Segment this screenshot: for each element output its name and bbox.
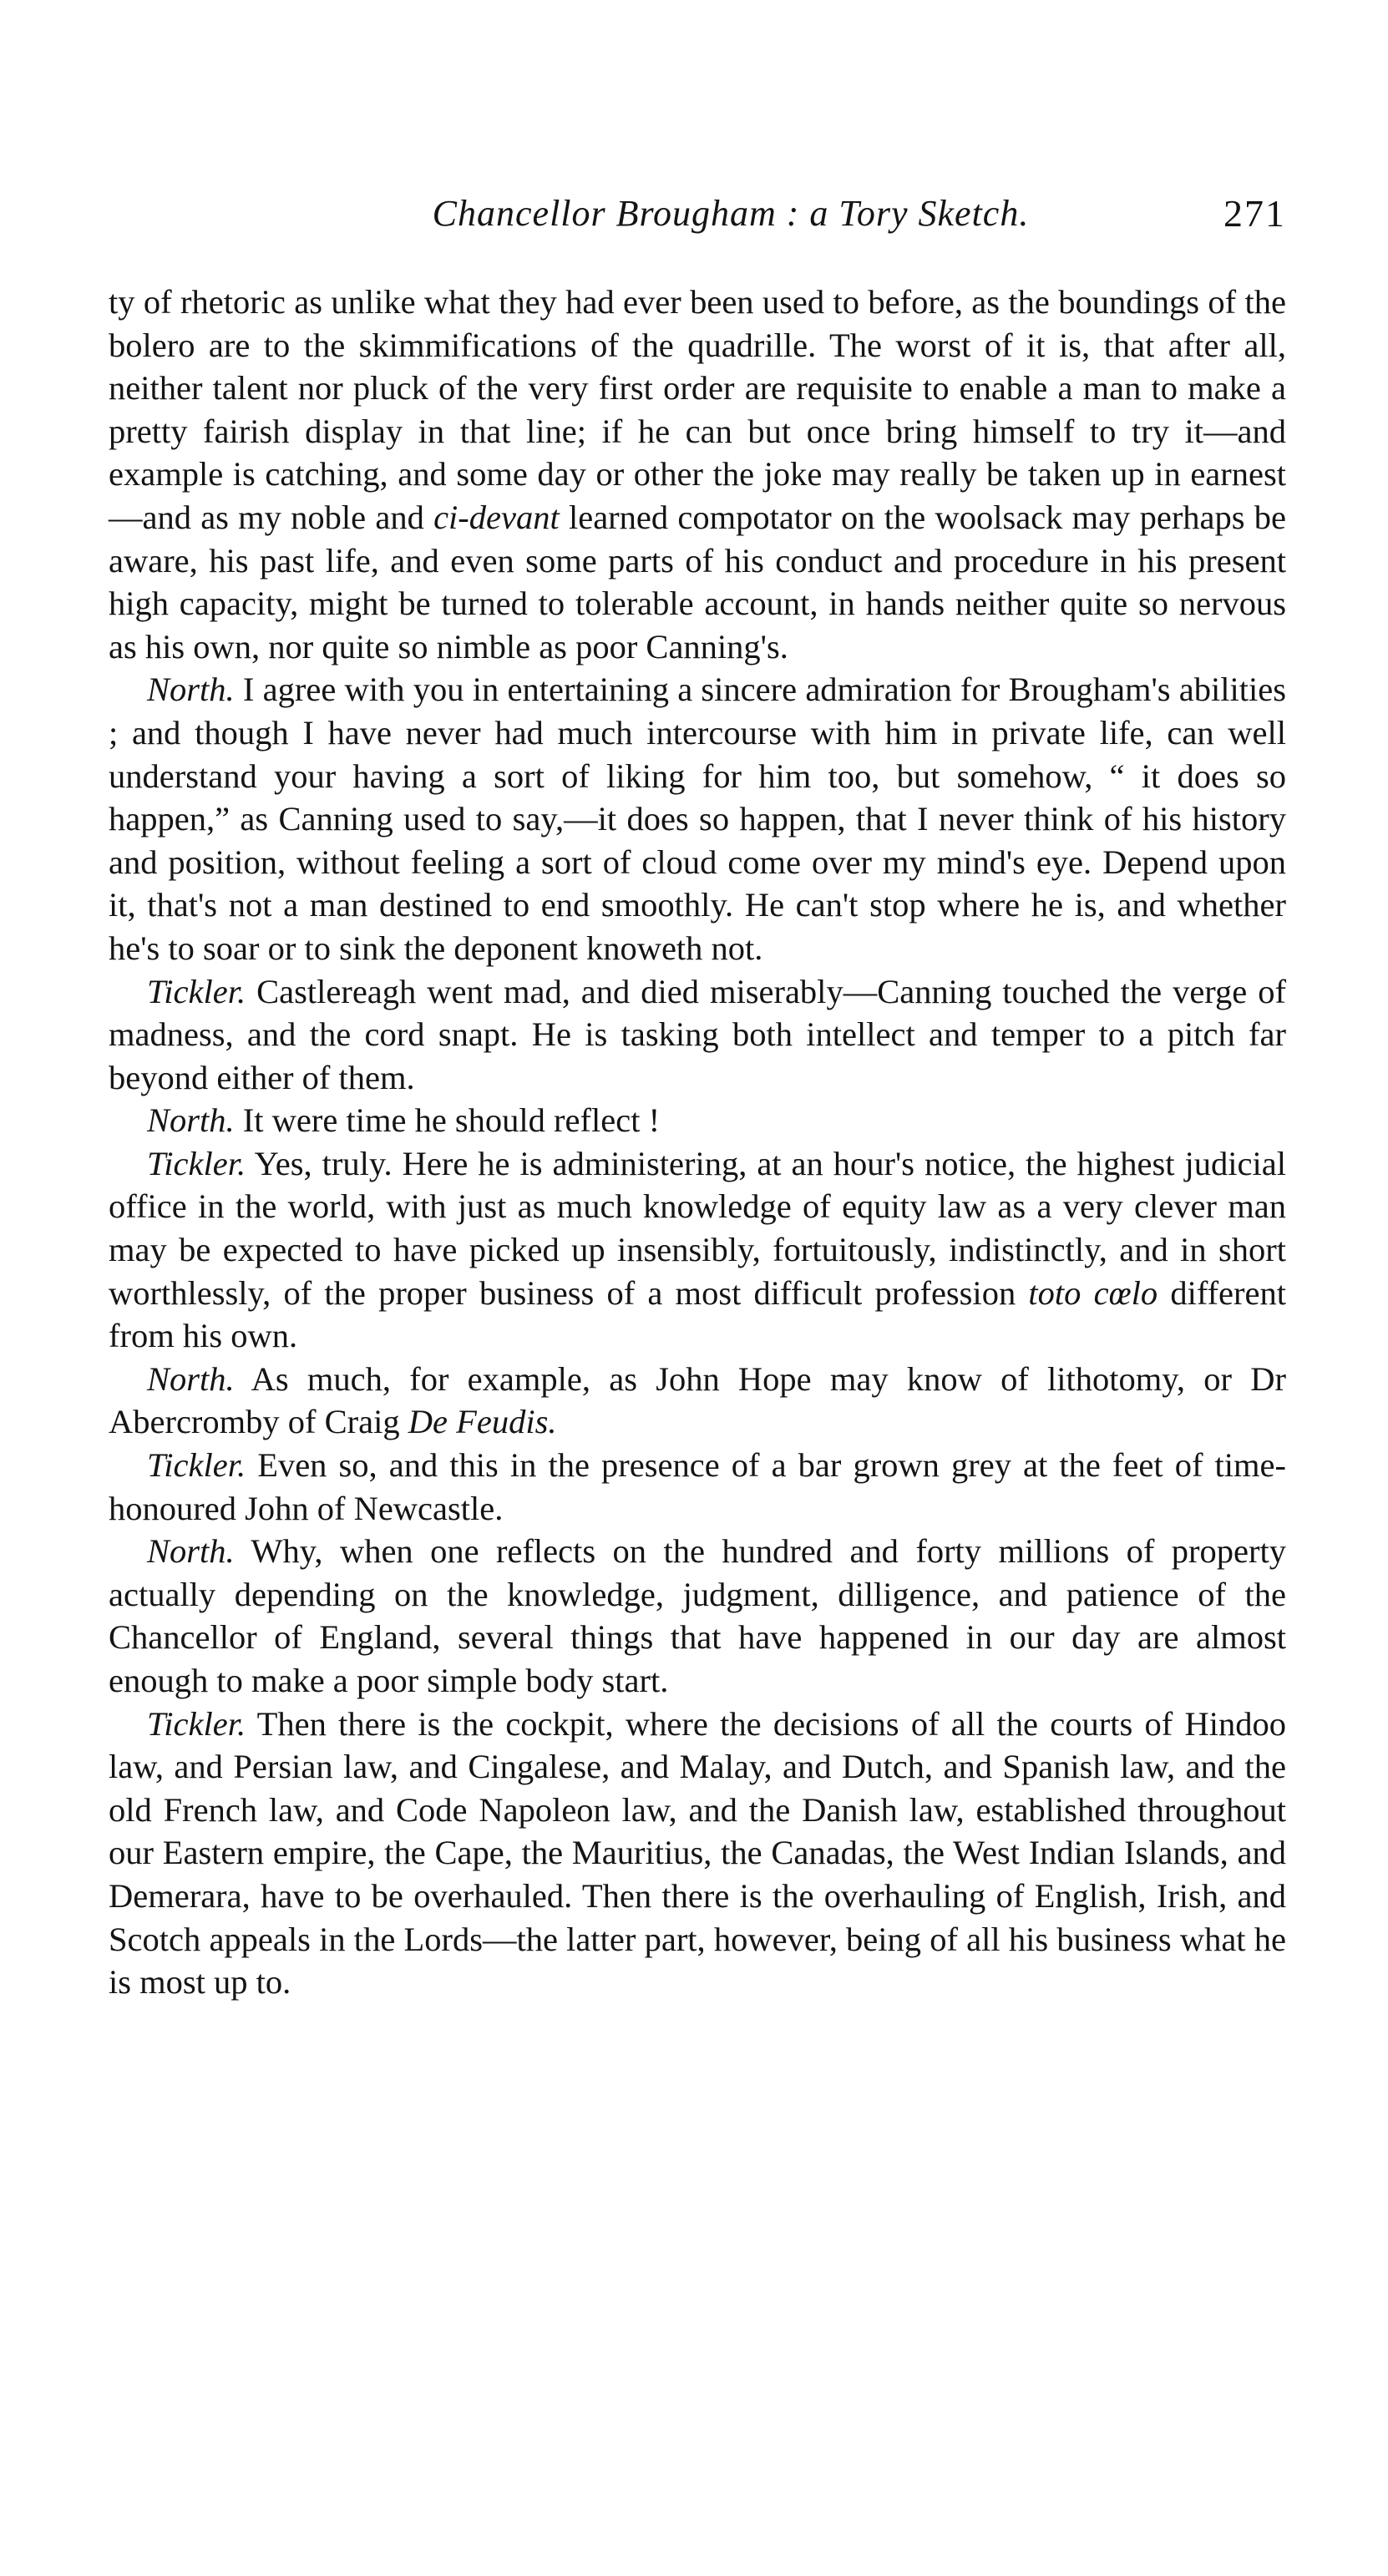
italic-phrase: ci-devant	[433, 498, 560, 536]
paragraph	[109, 1358, 1286, 1444]
paragraph	[109, 1142, 1286, 1358]
paragraph	[109, 970, 1286, 1100]
paragraph-text: Castlereagh went mad, and died miserably—Canning touched the verge of madness, and the cord snapt. He is tasking both intellect and temper to a pitch far beyond either of them.	[109, 972, 1286, 1096]
speaker-name: North.	[147, 1101, 235, 1140]
paragraph-text-continued: different from his own.	[109, 1273, 1287, 1355]
paragraph-text: Even so, and this in the presence of a bar grown grey at the feet of time-honoured John of Newcastle.	[109, 1446, 1286, 1527]
speaker-name: Tickler.	[147, 1144, 246, 1182]
body-text	[109, 281, 1286, 2004]
speaker-name: North.	[147, 671, 235, 709]
paragraph-text-continued: learned compotator on the woolsack may perhaps be aware, his past life, and even some parts of his conduct and procedure in his present high capacity, might be turned to tolerable account, in hands neither quite so nervous as his own, nor quite so nimble as poor Canning's.	[109, 498, 1286, 666]
running-title: Chancellor Brougham : a Tory Sketch.	[432, 193, 1030, 234]
paragraph-text: Yes, truly. Here he is administering, at an hour's notice, the highest judicial office in the world, with just as much knowledge of equity law as a very clever man may be expected to have picked up insensibly, fortuitously, indistinctly, and in short worthlessly, of the proper business of a most difficult profession	[109, 1144, 1286, 1312]
paragraph-text: Why, when one reflects on the hundred and forty millions of property actually depending on the knowledge, judgment, dilligence, and patience of the Chancellor of England, several things that have happened in our day are almost enough to make a poor simple body start.	[109, 1532, 1286, 1699]
italic-phrase: De Feudis.	[408, 1403, 557, 1441]
paragraph-text: I agree with you in entertaining a sincere admiration for Brougham's abilities ; and though I have never had much intercourse with him in private life, can well understand your having a sort of liking for him too, but somehow, “ it does so happen,” as Canning used to say,—it does so happen, that I never think of his history and position, without feeling a sort of cloud come over my mind's eye. Depend upon it, that's not a man destined to end smoothly. He can't stop where he is, and whether he's to soar or to sink the deponent knoweth not.	[109, 671, 1286, 967]
paragraph-text: ty of rhetoric as unlike what they had ever been used to before, as the boundings of the bolero are to the skimmifications of the quadrille. The worst of it is, that after all, neither talent nor pluck of the very first order are requisite to enable a man to make a pretty fairish display in that line; if he can but once bring himself to try it—and example is catching, and some day or other the joke may really be taken up in earnest—and as my noble and	[109, 283, 1286, 536]
speaker-name: North.	[147, 1532, 235, 1571]
paragraph-text: As much, for example, as John Hope may know of lithotomy, or Dr Abercromby of Craig	[109, 1359, 1286, 1441]
speaker-name: Tickler.	[147, 972, 246, 1010]
paragraph	[109, 1703, 1286, 2004]
paragraph	[109, 1444, 1286, 1530]
paragraph-text: Then there is the cockpit, where the decisions of all the courts of Hindoo law, and Persian law, and Cingalese, and Malay, and Dutch, and Spanish law, and the old French law, and Code Napoleon law, and the Danish law, established throughout our Eastern empire, the Cape, the Mauritius, the Canadas, the West Indian Islands, and Demerara, have to be overhauled. Then there is the overhauling of English, Irish, and Scotch appeals in the Lords—the latter part, however, being of all his business what he is most up to.	[109, 1704, 1286, 2002]
paragraph	[109, 1099, 1286, 1142]
paragraph	[109, 281, 1286, 668]
page-header	[109, 189, 1286, 239]
speaker-name: Tickler.	[147, 1704, 246, 1743]
page-number: 271	[1223, 192, 1286, 235]
speaker-name: Tickler.	[147, 1446, 246, 1485]
paragraph	[109, 1530, 1286, 1702]
speaker-name: North.	[147, 1359, 235, 1398]
italic-phrase: toto cœlo	[1028, 1273, 1158, 1312]
paragraph-text: It were time he should reflect !	[234, 1101, 661, 1140]
paragraph	[109, 668, 1286, 969]
